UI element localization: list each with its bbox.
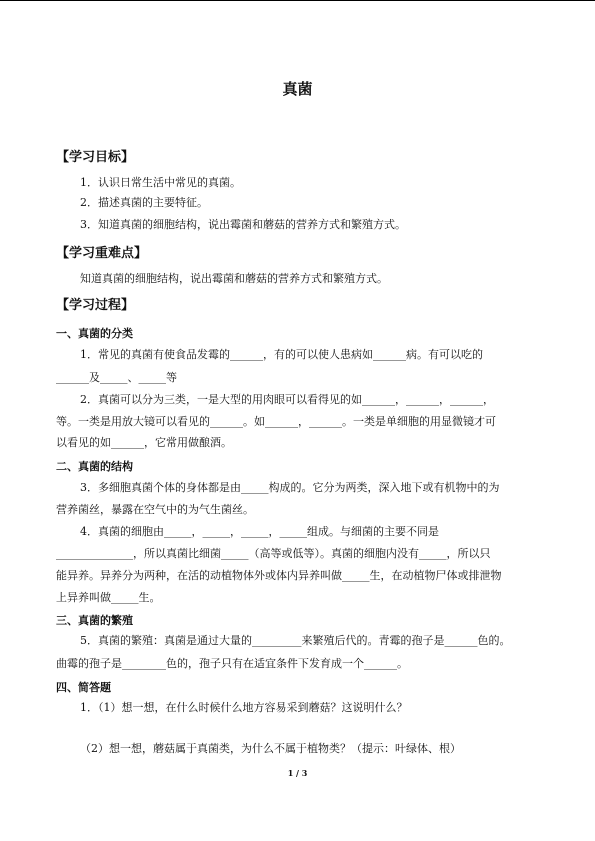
part1-line-3: 2．真菌可以分为三类，一是大型的用肉眼可以看得见的如______，______，______， [80,393,494,406]
page-number: 1 / 3 [287,768,308,778]
part4-heading: 四、简答题 [56,681,111,694]
page-title: 真菌 [282,80,313,98]
key-points-text: 知道真菌的细胞结构，说出霉菌和蘑菇的营养方式和繁殖方式。 [80,272,388,285]
process-heading: 【学习过程】 [56,298,135,313]
key-points-heading: 【学习重难点】 [56,246,148,261]
part4-question-1: 1．（1）想一想，在什么时候什么地方容易采到蘑菇？这说明什么？ [80,701,408,714]
part2-line-2: 营养菌丝，暴露在空气中的为气生菌丝。 [56,503,254,516]
part1-line-2: ______及_____、_____等 [56,371,177,384]
part2-heading: 二、真菌的结构 [56,460,133,473]
objectives-heading: 【学习目标】 [56,150,135,165]
part2-line-1: 3．多细胞真菌个体的身体都是由_____构成的。它分为两类，深入地下或有机物中的为 [80,481,500,494]
part2-line-6: 上异养叫做_____生。 [56,591,161,604]
part2-line-5: 能异养。异养分为两种，在活的动植物体外或体内异养叫做_____生，在动植物尸体或排泄物 [56,569,502,582]
top-rule [0,0,595,1]
objective-item-2: 2．描述真菌的主要特征。 [80,196,208,209]
part1-line-4: 等。一类是用放大镜可以看见的______。如______，______。一类是单细胞的用显微镜才可 [56,415,496,428]
part3-heading: 三、真菌的繁殖 [56,614,133,627]
part1-line-5: 以看见的如______，它常用做酿酒。 [56,436,232,449]
objective-item-3: 3．知道真菌的细胞结构，说出霉菌和蘑菇的营养方式和繁殖方式。 [80,218,406,231]
part3-line-2: 曲霉的孢子是________色的，孢子只有在适宜条件下发育成一个______。 [56,657,408,670]
part4-question-2: （2）想一想，蘑菇属于真菌类，为什么不属于植物类？（提示：叶绿体、根） [80,742,461,755]
part3-line-1: 5．真菌的繁殖：真菌是通过大量的_________来繁殖后代的。青霉的孢子是______色的。 [80,634,511,647]
part1-heading: 一、真菌的分类 [56,327,133,340]
part2-line-3: 4．真菌的细胞由_____，_____，_____，_____组成。与细菌的主要不同是 [80,525,439,538]
objective-item-1: 1．认识日常生活中常见的真菌。 [80,176,241,189]
part2-line-4: ______________，所以真菌比细菌_____（高等或低等）。真菌的细胞内没有_____，所以只 [56,547,491,560]
part1-line-1: 1．常见的真菌有使食品发霉的______，有的可以使人患病如______病。有可以吃的 [80,348,483,361]
